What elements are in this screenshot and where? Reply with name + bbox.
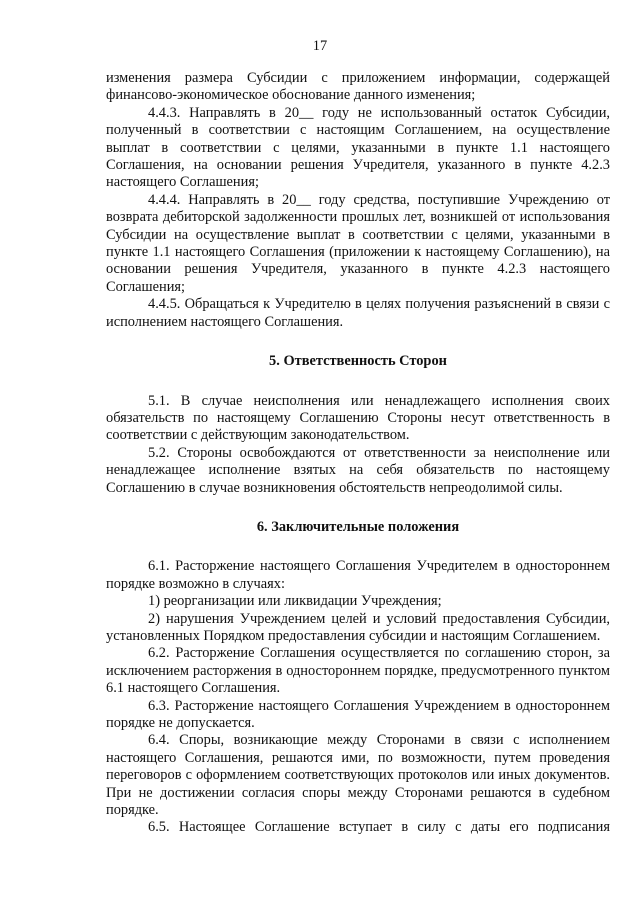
paragraph-6-2: 6.2. Расторжение Соглашения осуществляется по соглашению сторон, за исключением расторжения в одностороннем порядке, предусмотренного пунктом 6.1 настоящего Соглашения. [106,645,610,697]
paragraph-6-4: 6.4. Споры, возникающие между Сторонами в связи с исполнением настоящего Соглашения, решаются ими, по возможности, путем проведения переговоров с оформлением соответствующих протоколов или иных документов. При не достижении согласия споры между Сторонами решаются в судебном порядке. [106,732,610,819]
paragraph-6-1-item-2: 2) нарушения Учреждением целей и условий предоставления Субсидии, установленных Порядком предоставления субсидии и настоящим Соглашением. [106,610,610,644]
document-body [106,70,610,837]
paragraph-4-4-5: 4.4.5. Обращаться к Учредителю в целях получения разъяснений в связи с исполнением настоящего Соглашения. [106,296,610,330]
paragraph-6-1: 6.1. Расторжение настоящего Соглашения Учредителем в одностороннем порядке возможно в случаях: [106,558,610,592]
section-6-heading: 6. Заключительные положения [256,518,460,535]
paragraph-continuation: изменения размера Субсидии с приложением информации, содержащей финансово-экономическое обоснование данного изменения; [106,70,610,104]
paragraph-6-5: 6.5. Настоящее Соглашение вступает в силу с даты его подписания [148,819,610,836]
paragraph-5-1: 5.1. В случае неисполнения или ненадлежащего исполнения своих обязательств по настоящему Соглашению Стороны несут ответственность в соответствии с действующим законодательством. [106,392,610,444]
paragraph-6-1-item-1: 1) реорганизации или ликвидации Учреждения; [148,593,442,610]
section-5-heading: 5. Ответственность Сторон [269,353,447,370]
paragraph-6-3: 6.3. Расторжение настоящего Соглашения Учреждением в одностороннем порядке не допускается. [106,697,610,731]
page-number: 17 [312,38,328,54]
paragraph-4-4-4: 4.4.4. Направлять в 20__ году средства, поступившие Учреждению от возврата дебиторской задолженности прошлых лет, возникшей от использования Субсидии на осуществление выплат в соответствии с целями, указанными в пункте 1.1 настоящего Соглашения (приложении к настоящему Соглашению), на основании решения Учредителя, указанного в пункте 4.2.3 настоящего Соглашения; [106,191,610,295]
paragraph-5-2: 5.2. Стороны освобождаются от ответственности за неисполнение или ненадлежащее исполнение взятых на себя обязательств по настоящему Соглашению в случае возникновения обстоятельств непреодолимой силы. [106,444,610,496]
paragraph-4-4-3: 4.4.3. Направлять в 20__ году не использованный остаток Субсидии, полученный в соответствии с настоящим Соглашением, на осуществление выплат в соответствии с целями, указанными в пункте 1.1 настоящего Соглашения, на основании решения Учредителя, указанного в пункте 4.2.3 настоящего Соглашения; [106,104,610,191]
